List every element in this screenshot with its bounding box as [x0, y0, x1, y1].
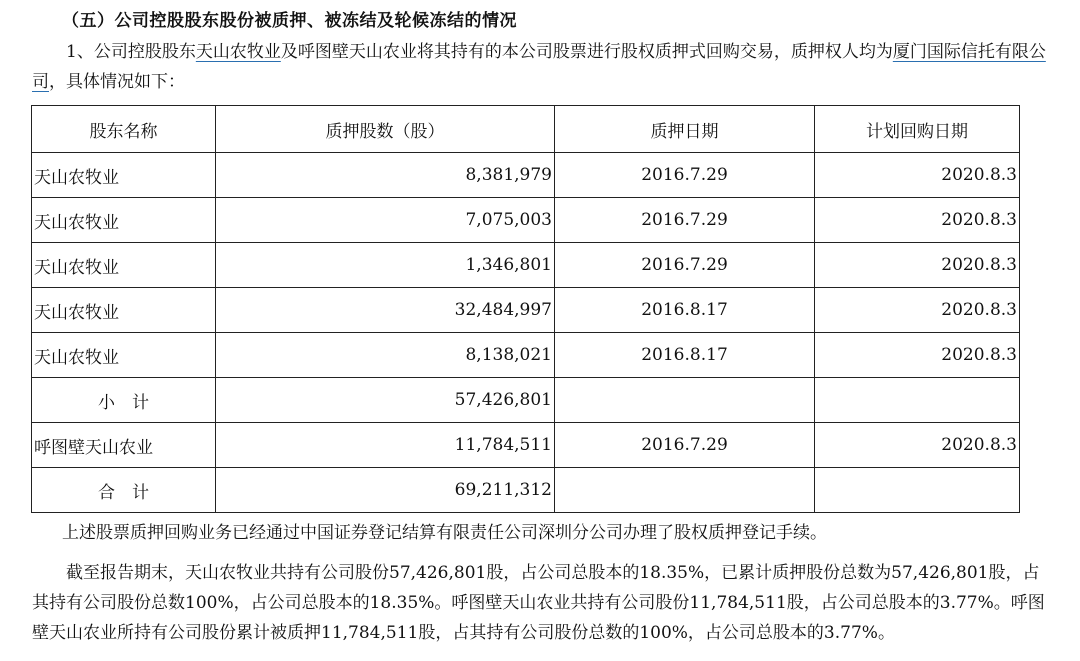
table-row [32, 153, 1020, 198]
intro-paragraph [32, 37, 1052, 97]
shareholder-name: 天山农牧业 [32, 333, 216, 378]
repurchase-date: 2020.8.3 [815, 333, 1020, 378]
pledge-date: 2016.8.17 [555, 288, 815, 333]
table-row [32, 243, 1020, 288]
pledged-shares: 32,484,997 [216, 288, 555, 333]
pledge-table [31, 105, 1020, 513]
table-row [32, 423, 1020, 468]
repurchase-date: 2020.8.3 [815, 423, 1020, 468]
shareholder-name: 呼图壁天山农业 [32, 423, 216, 468]
shareholder-name: 天山农牧业 [32, 288, 216, 333]
repurchase-date: 2020.8.3 [815, 243, 1020, 288]
shareholder-name: 天山农牧业 [32, 198, 216, 243]
pledgee-link[interactable]: 厦门国际信托有限公司 [32, 42, 1046, 92]
repurchase-date: 2020.8.3 [815, 153, 1020, 198]
header-pledge-date: 质押日期 [555, 106, 815, 153]
pledged-shares: 11,784,511 [216, 423, 555, 468]
intro-text-3: ，具体情况如下： [49, 72, 185, 92]
shareholder-link[interactable]: 天山农牧业 [195, 42, 281, 62]
pledge-date: 2016.7.29 [555, 153, 815, 198]
table-row [32, 198, 1020, 243]
header-shares: 质押股数（股） [216, 106, 555, 153]
intro-text-2: 及呼图壁天山农业将其持有的本公司股票进行股权质押式回购交易，质押权人均为 [280, 42, 893, 62]
pledge-date: 2016.7.29 [555, 423, 815, 468]
registration-note: 上述股票质押回购业务已经通过中国证券登记结算有限责任公司深圳分公司办理了股权质押登记手续。 [62, 523, 827, 543]
header-shareholder: 股东名称 [32, 106, 216, 153]
intro-text-1: 1、公司控股股东 [66, 42, 196, 62]
shareholder-name: 天山农牧业 [32, 243, 216, 288]
subtotal-label: 小 计 [32, 378, 216, 423]
pledge-date [555, 468, 815, 513]
pledged-shares: 8,138,021 [216, 333, 555, 378]
subtotal-shares: 57,426,801 [216, 378, 555, 423]
repurchase-date [815, 468, 1020, 513]
header-repurchase-date: 计划回购日期 [815, 106, 1020, 153]
shareholder-name: 天山农牧业 [32, 153, 216, 198]
pledge-date: 2016.8.17 [555, 333, 815, 378]
pledge-date: 2016.7.29 [555, 243, 815, 288]
repurchase-date [815, 378, 1020, 423]
table-row [32, 333, 1020, 378]
table-header-row [32, 106, 1020, 153]
total-shares: 69,211,312 [216, 468, 555, 513]
repurchase-date: 2020.8.3 [815, 288, 1020, 333]
total-label: 合 计 [32, 468, 216, 513]
holding-summary: 截至报告期末，天山农牧业共持有公司股份57,426,801股，占公司总股本的18.35%，已累计质押股份总数为57,426,801股，占其持有公司股份总数100%，占公司总股本的18.35%。呼图壁天山农业共持有公司股份11,784,511股，占公司总股本的3.77%。呼图壁天山农业所持有公司股份累计被质押11,784,511股，占其持有公司股份总数的100%，占公司总股本的3.77%。 [32, 563, 1045, 643]
pledge-date: 2016.7.29 [555, 198, 815, 243]
table-row [32, 288, 1020, 333]
repurchase-date: 2020.8.3 [815, 198, 1020, 243]
pledged-shares: 8,381,979 [216, 153, 555, 198]
pledged-shares: 1,346,801 [216, 243, 555, 288]
total-row [32, 468, 1020, 513]
pledge-date [555, 378, 815, 423]
subtotal-row [32, 378, 1020, 423]
pledged-shares: 7,075,003 [216, 198, 555, 243]
section-title: （五）公司控股股东股份被质押、被冻结及轮候冻结的情况 [62, 11, 517, 31]
